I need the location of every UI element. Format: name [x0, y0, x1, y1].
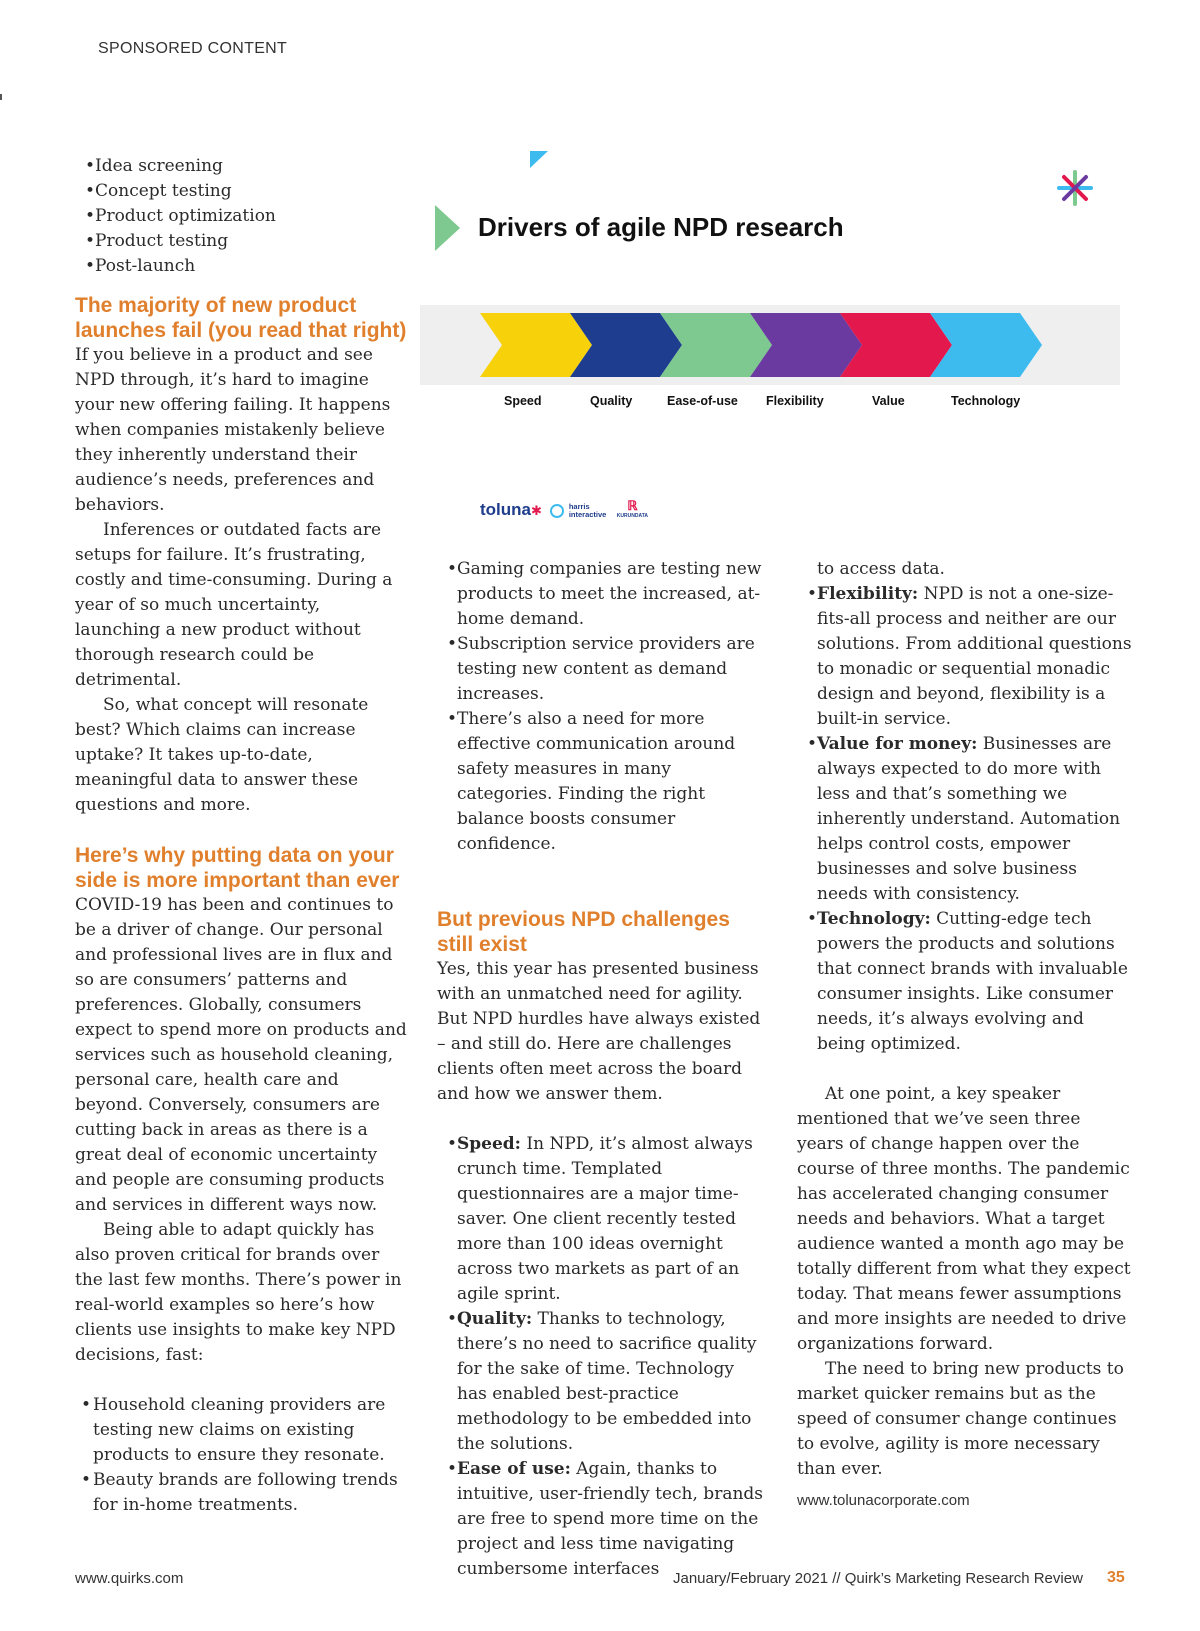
star-icon: ✱ — [531, 503, 542, 518]
partner-logos — [480, 497, 648, 520]
driver-label-quality: Quality — [590, 394, 633, 408]
challenge-text: Cutting-edge tech powers the products and solutions that connect brands with invaluable consumer insights. Like consumer needs, it’s always evolving and being optimized. — [817, 909, 1128, 1054]
list-item — [447, 1132, 765, 1307]
driver-label-ease-of-use: Ease-of-use — [667, 394, 738, 408]
kurundata-mark-icon: ℝ — [627, 497, 638, 513]
challenges-list — [807, 582, 1132, 1057]
list-item: • Post-launch — [85, 254, 410, 279]
examples-list — [447, 557, 765, 857]
paragraph: If you believe in a product and see NPD through, it’s hard to imagine your new offering failing. It happens when companies mistakenly believe they inherently understand their audience’s needs, preferences and behaviors. — [75, 345, 391, 515]
examples-list — [75, 1393, 410, 1518]
sponsored-label: SPONSORED CONTENT — [98, 40, 288, 57]
driver-chevrons — [480, 313, 1042, 377]
driver-label-value: Value — [872, 394, 905, 408]
section-heading: The majority of new product launches fail (you read that right) — [75, 294, 407, 342]
figure-decorations — [420, 145, 1120, 395]
challenge-term: Flexibility: — [817, 584, 919, 604]
list-item — [447, 1307, 765, 1457]
challenge-text: Again, thanks to intuitive, user-friendly tech, brands are free to spend more time on the project and less time navigating cumbersome interfaces — [457, 1459, 764, 1579]
harris-line1: harris — [568, 501, 590, 511]
list-item: • Idea screening — [85, 154, 410, 179]
harris-circle-icon — [550, 504, 564, 518]
npd-stage-list — [85, 154, 410, 279]
challenge-text: In NPD, it’s almost always crunch time. Templated questionnaires are a major time-saver. One client recently tested more than 100 ideas overnight across two markets as part of an agile sprint. — [457, 1134, 753, 1304]
paragraph: So, what concept will resonate best? Which claims can increase uptake? It takes up-to-date, meaningful data to answer these questions and more. — [75, 695, 369, 815]
section-heading: Here’s why putting data on your side is more important than ever — [75, 844, 400, 892]
challenge-text: Thanks to technology, there’s no need to sacrifice quality for the sake of time. Technology has enabled best-practice methodology to be embedded into the solutions. — [457, 1309, 757, 1454]
driver-label-speed: Speed — [504, 394, 542, 408]
harris-logo — [569, 503, 607, 519]
harris-line2: interactive — [568, 509, 607, 519]
list-item: • Product testing — [85, 229, 410, 254]
paragraph: Yes, this year has presented business with an unmatched need for agility. But NPD hurdles have always existed – and still do. Here are challenges clients often meet across the board and how we answer them. — [437, 959, 761, 1104]
edge-mark — [0, 94, 2, 100]
middle-column — [437, 557, 765, 1582]
challenge-term: Value for money: — [817, 734, 978, 754]
toluna-url[interactable]: www.tolunacorporate.com — [797, 1492, 970, 1509]
challenge-text: Businesses are always expected to do more with less and that’s something we inherently understand. Automation helps control costs, empower businesses and solve business needs with consistency. — [817, 734, 1121, 904]
list-item: • Household cleaning providers are testing new claims on existing products to ensure they resonate. — [75, 1393, 410, 1468]
page-number: 35 — [1107, 1569, 1125, 1586]
challenge-term: Speed: — [457, 1134, 521, 1154]
list-item: • There’s also a need for more effective communication around safety measures in many categories. Finding the right balance boosts consumer confidence. — [447, 707, 765, 857]
list-item — [447, 1457, 765, 1582]
right-column — [797, 557, 1132, 1513]
list-item — [807, 582, 1132, 732]
paragraph: Inferences or outdated facts are setups for failure. It’s frustrating, costly and time-consuming. During a year of so much uncertainty, launching a new product without thorough research could be detrimental. — [75, 520, 393, 690]
challenge-term: Quality: — [457, 1309, 533, 1329]
driver-label-technology: Technology — [951, 394, 1021, 408]
challenge-text: NPD is not a one-size-fits-all process and neither are our solutions. From additional questions to monadic or sequential monadic design and beyond, flexibility is a built-in service. — [817, 584, 1132, 729]
paragraph: COVID-19 has been and continues to be a driver of change. Our personal and professional lives are in flux and so are consumers’ patterns and preferences. Globally, consumers expect to spend more on products and services such as household cleaning, personal care, health care and beyond. Conversely, consumers are cutting back in areas as there is a great deal of economic uncertainty and people are consuming products and services in different ways now. — [75, 895, 407, 1215]
left-column — [75, 154, 410, 1518]
footer-issue: January/February 2021 // Quirk’s Marketing Research Review — [673, 1570, 1083, 1587]
toluna-logo: toluna — [480, 500, 531, 519]
list-item: • Concept testing — [85, 179, 410, 204]
list-item: • Product optimization — [85, 204, 410, 229]
corner-triangle-icon — [530, 151, 548, 168]
list-item: • Beauty brands are following trends for in-home treatments. — [75, 1468, 410, 1518]
kurundata-logo — [616, 497, 648, 520]
challenges-list — [447, 1132, 765, 1582]
kurundata-text: KURUNDATA — [616, 512, 648, 519]
footer-site[interactable]: www.quirks.com — [75, 1570, 184, 1587]
paragraph: At one point, a key speaker mentioned that we’ve seen three years of change happen over the course of three months. The pandemic has accelerated changing consumer needs and behaviors. What a target audience wanted a month ago may be totally different from what they expect today. That means fewer assumptions and more insights are needed to drive organizations forward. — [797, 1084, 1131, 1354]
challenge-term: Technology: — [817, 909, 931, 929]
list-item — [807, 732, 1132, 907]
play-arrow-icon — [435, 205, 460, 251]
driver-label-flexibility: Flexibility — [766, 394, 824, 408]
figure-title: Drivers of agile NPD research — [478, 212, 844, 242]
paragraph: Being able to adapt quickly has also proven critical for brands over the last few months. There’s power in real-world examples so here’s how clients use insights to make key NPD decisions, fast: — [75, 1220, 402, 1365]
list-item: • Gaming companies are testing new products to meet the increased, at-home demand. — [447, 557, 765, 632]
toluna-star-icon — [1059, 172, 1091, 204]
challenge-term: Ease of use: — [457, 1459, 571, 1479]
list-item — [807, 907, 1132, 1057]
section-heading: But previous NPD challenges still exist — [437, 908, 730, 956]
paragraph: The need to bring new products to market quicker remains but as the speed of consumer change continues to evolve, agility is more necessary than ever. — [797, 1359, 1124, 1479]
paragraph: to access data. — [817, 559, 945, 579]
list-item: • Subscription service providers are testing new content as demand increases. — [447, 632, 765, 707]
